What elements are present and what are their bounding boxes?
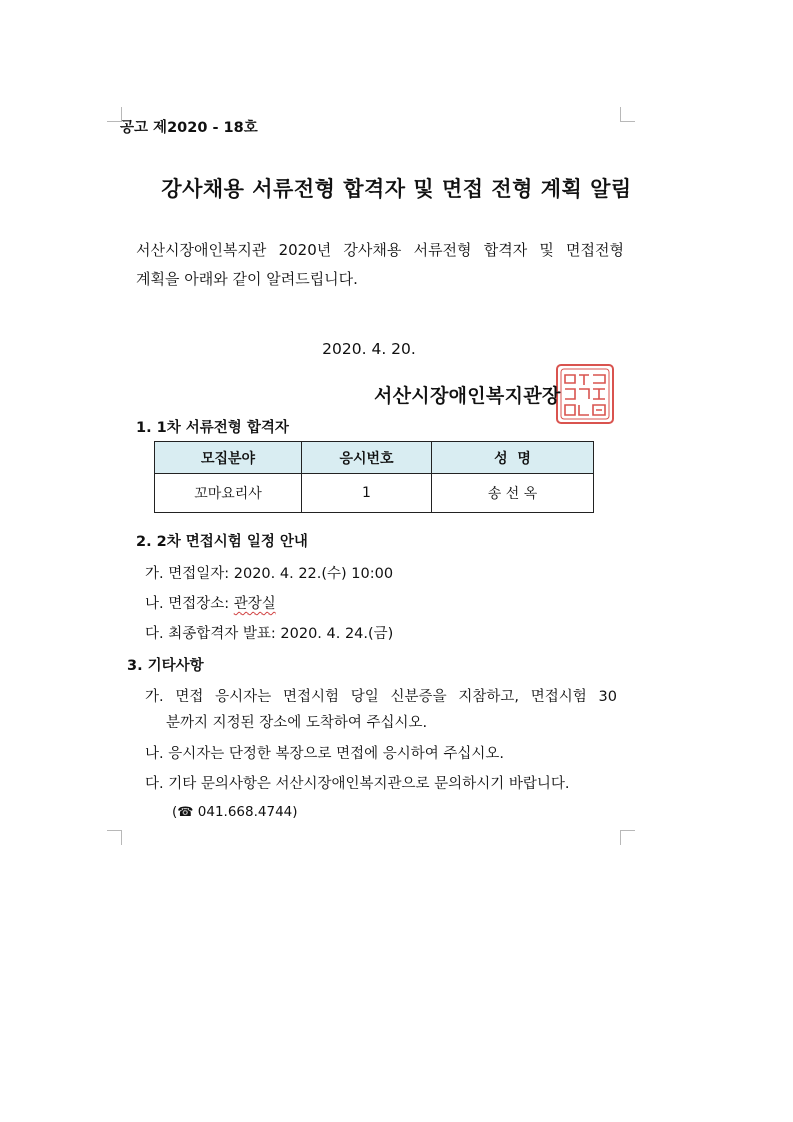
document-date: 2020. 4. 20. bbox=[322, 340, 416, 358]
crop-mark-bottom-right bbox=[620, 830, 635, 845]
list-item: 가. 면접 응시자는 면접시험 당일 신분증을 지참하고, 면접시험 30 bbox=[145, 689, 617, 705]
intro-paragraph bbox=[136, 236, 624, 294]
item-label: 나. 면접장소: bbox=[145, 596, 234, 612]
section-3-heading: 3. 기타사항 bbox=[127, 658, 204, 674]
crop-mark-bottom-left bbox=[107, 830, 122, 845]
table-header-cell: 성 명 bbox=[432, 442, 594, 474]
list-item: 나. 응시자는 단정한 복장으로 면접에 응시하여 주십시오. bbox=[145, 746, 505, 762]
intro-line-1: 서산시장애인복지관 2020년 강사채용 서류전형 합격자 및 면접전형 bbox=[136, 241, 624, 259]
section-2-heading: 2. 2차 면접시험 일정 안내 bbox=[136, 534, 308, 550]
list-item: 다. 기타 문의사항은 서산시장애인복지관으로 문의하시기 바랍니다. bbox=[145, 776, 570, 792]
list-item bbox=[145, 562, 393, 583]
contact-phone bbox=[172, 804, 298, 820]
item-value: 관장실 bbox=[233, 596, 276, 612]
organization-name: 서산시장애인복지관장 bbox=[374, 385, 561, 407]
crop-mark-top-right bbox=[620, 107, 635, 122]
official-seal-icon bbox=[555, 363, 615, 425]
table-cell: 1 bbox=[302, 474, 432, 513]
telephone-icon: ☎ bbox=[177, 805, 194, 820]
item-value: 2020. 4. 24.(금) bbox=[280, 626, 394, 642]
table-cell: 꼬마요리사 bbox=[155, 474, 302, 513]
list-item bbox=[145, 592, 276, 613]
item-label: 다. 최종합격자 발표: bbox=[145, 626, 281, 642]
list-item-continuation: 분까지 지정된 장소에 도착하여 주십시오. bbox=[166, 715, 428, 731]
table-header-cell: 응시번호 bbox=[302, 442, 432, 474]
item-label: 가. 면접일자: bbox=[145, 566, 234, 582]
results-table bbox=[154, 441, 594, 513]
list-item bbox=[145, 622, 393, 643]
phone-paren: ( bbox=[172, 804, 178, 820]
table-header-row bbox=[155, 442, 594, 474]
document-title: 강사채용 서류전형 합격자 및 면접 전형 계획 알림 bbox=[161, 177, 632, 201]
notice-number: 공고 제2020 - 18호 bbox=[120, 120, 258, 136]
item-value: 2020. 4. 22.(수) 10:00 bbox=[233, 566, 394, 582]
phone-number: 041.668.4744) bbox=[193, 804, 298, 820]
table-cell: 송 선 옥 bbox=[432, 474, 594, 513]
intro-line-2: 계획을 아래와 같이 알려드립니다. bbox=[136, 270, 358, 288]
section-1-heading: 1. 1차 서류전형 합격자 bbox=[136, 420, 289, 436]
table-row bbox=[155, 474, 594, 513]
table-header-cell: 모집분야 bbox=[155, 442, 302, 474]
